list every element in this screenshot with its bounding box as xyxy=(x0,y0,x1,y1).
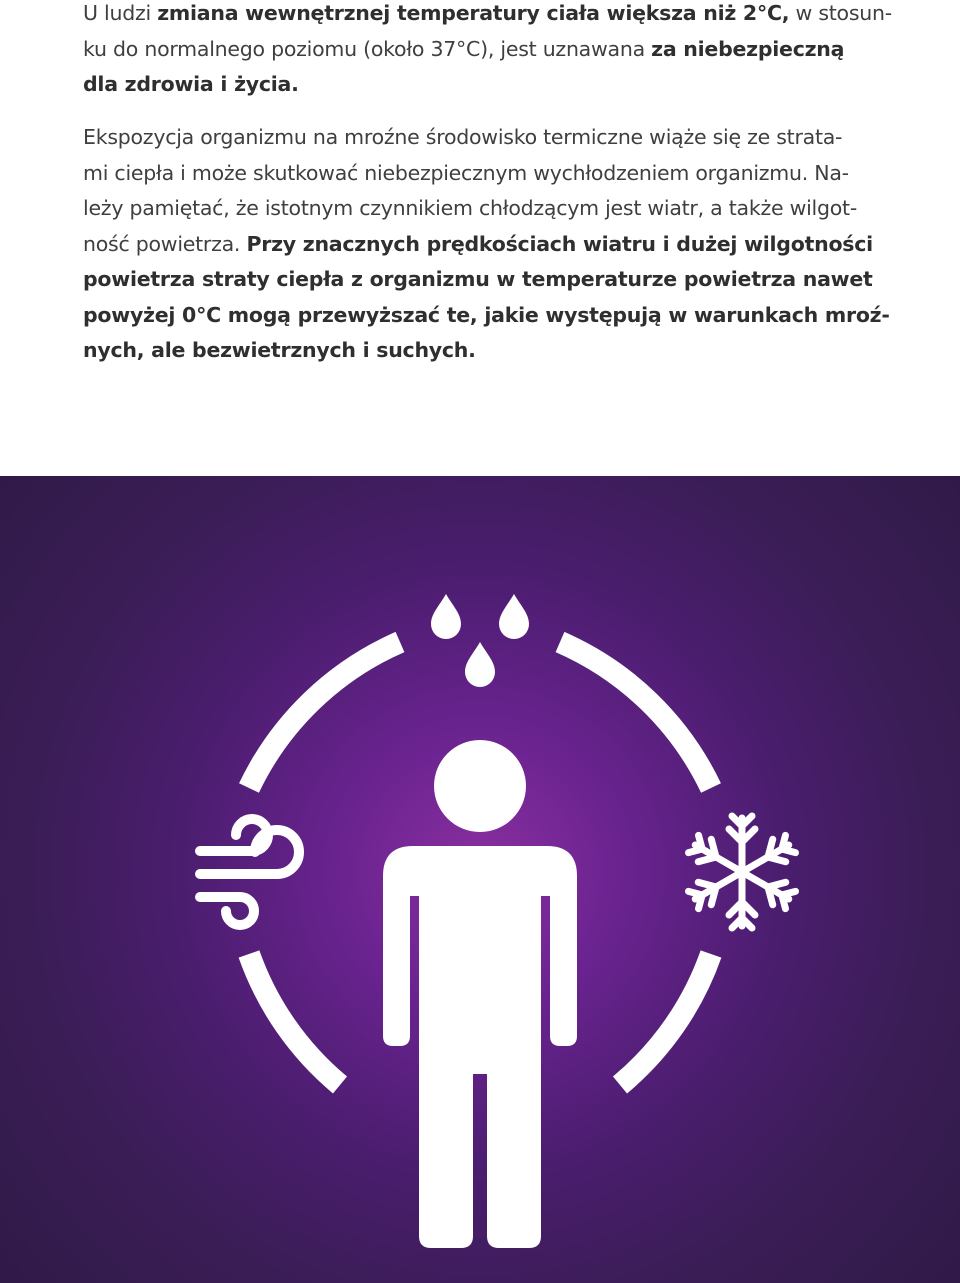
text-line xyxy=(83,0,892,32)
arc-top-right xyxy=(560,642,711,788)
illustration-svg xyxy=(0,476,960,1283)
text-line xyxy=(83,120,890,156)
arc-bottom-left xyxy=(249,954,340,1085)
person-icon xyxy=(383,740,577,1248)
person-head xyxy=(434,740,526,832)
text-line xyxy=(83,32,892,68)
text-line xyxy=(83,262,890,298)
wind-line-3 xyxy=(200,897,254,925)
bold-text-run: Przy znacznych prędkościach wiatru i dużej wilgotności xyxy=(246,231,873,256)
arc-bottom-right xyxy=(620,954,711,1085)
drop-right xyxy=(499,594,529,639)
text-run: ku do normalnego poziomu (około 37°C), jest uznawana xyxy=(83,36,652,61)
person-body xyxy=(383,846,577,1248)
bold-text-run: nych, ale bezwietrznych i suchych. xyxy=(83,338,476,362)
wind-icon xyxy=(200,819,299,925)
rain-drops-icon xyxy=(431,594,529,687)
bold-text-run: dla zdrowia i życia. xyxy=(83,72,299,96)
text-line xyxy=(83,333,890,369)
arc-top-left xyxy=(249,642,400,788)
text-run: leży pamiętać, że istotnym czynnikiem chłodzącym jest wiatr, a także wilgot- xyxy=(83,196,857,220)
text-line xyxy=(83,156,890,192)
text-line xyxy=(83,298,890,334)
text-run: U ludzi xyxy=(83,1,158,25)
snowflake-icon xyxy=(687,816,797,928)
paragraph-2 xyxy=(83,120,890,369)
paragraph-1 xyxy=(83,0,892,103)
bold-text-run: za niebezpieczną xyxy=(651,36,845,61)
text-line xyxy=(83,67,892,103)
bold-text-run: powietrza straty ciepła z organizmu w temperaturze powietrza nawet xyxy=(83,267,873,291)
text-run: mi ciepła i może skutkować niebezpiecznym wychłodzeniem organizmu. Na- xyxy=(83,160,849,185)
text-run: ność powietrza. xyxy=(83,231,247,256)
text-line xyxy=(83,191,890,227)
text-line xyxy=(83,227,890,263)
drop-center xyxy=(465,642,495,687)
text-run: w stosun- xyxy=(789,1,892,25)
text-run: Ekspozycja organizmu na mroźne środowisko termiczne wiąże się ze strata- xyxy=(83,125,843,149)
cold-exposure-illustration xyxy=(0,476,960,1283)
bold-text-run: powyżej 0°C mogą przewyższać te, jakie występują w warunkach mroź- xyxy=(83,302,890,327)
bold-text-run: zmiana wewnętrznej temperatury ciała większa niż 2°C, xyxy=(157,1,790,25)
drop-left xyxy=(431,594,461,639)
